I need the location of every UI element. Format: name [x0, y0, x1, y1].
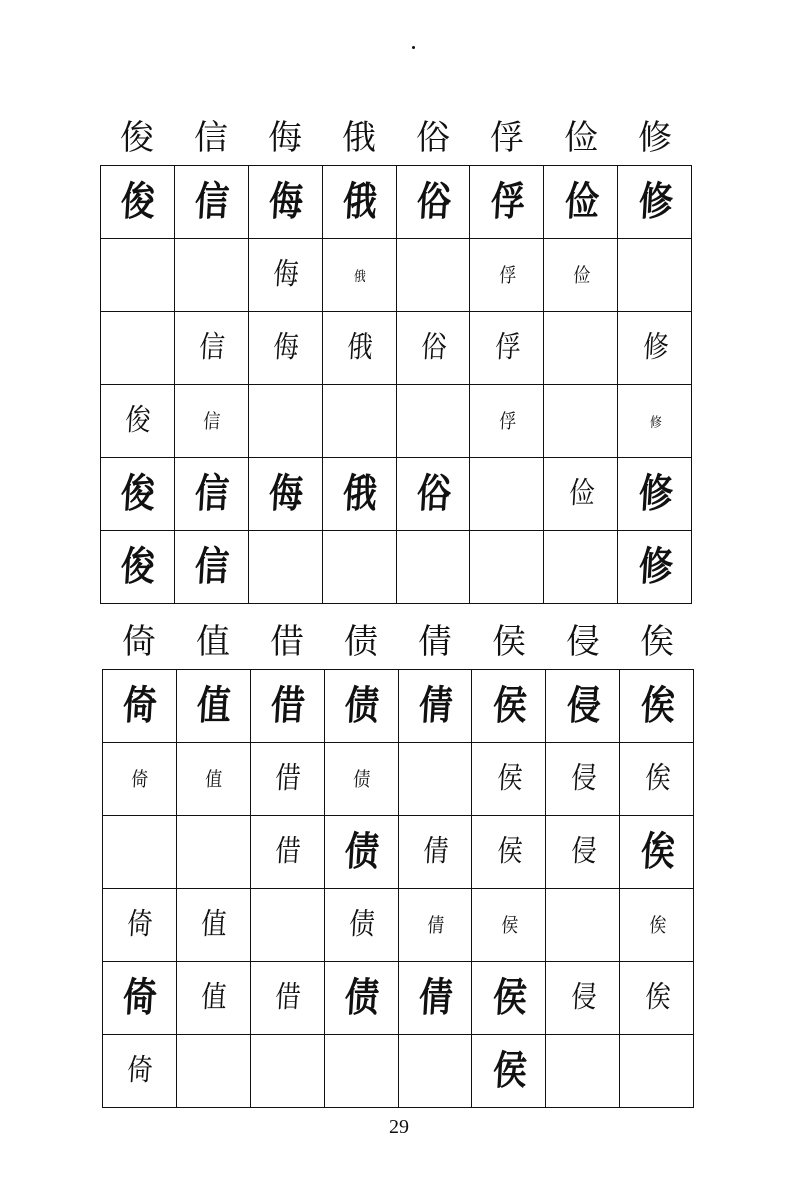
table-row	[101, 239, 692, 312]
glyph-cell	[620, 743, 694, 816]
glyph-cell	[620, 1035, 694, 1108]
header-character: 倩	[418, 622, 452, 662]
glyph-cell	[250, 670, 324, 743]
script-glyph: 俊	[119, 470, 156, 517]
script-glyph: 俟	[639, 682, 675, 729]
glyph-cell	[174, 166, 248, 239]
script-glyph: 俊	[119, 543, 156, 590]
script-glyph: 倚	[121, 974, 158, 1021]
script-glyph: 俭	[572, 262, 590, 287]
script-glyph: 值	[204, 766, 222, 791]
glyph-cell	[101, 385, 175, 458]
script-glyph: 借	[274, 980, 301, 1015]
script-glyph: 借	[274, 834, 301, 869]
script-glyph: 俘	[493, 330, 520, 365]
glyph-cell	[546, 670, 620, 743]
script-glyph: 修	[648, 414, 661, 431]
glyph-cell	[470, 239, 544, 312]
glyph-cell	[250, 962, 324, 1035]
glyph-cell	[103, 889, 177, 962]
glyph-cell	[322, 531, 396, 604]
table-row	[103, 962, 694, 1035]
table-row	[103, 670, 694, 743]
header-character: 修	[638, 118, 672, 158]
glyph-cell	[174, 531, 248, 604]
glyph-cell	[618, 385, 692, 458]
glyph-cell	[174, 385, 248, 458]
character-table-1	[100, 165, 692, 604]
script-glyph: 修	[637, 543, 673, 590]
glyph-cell	[250, 889, 324, 962]
script-glyph: 信	[193, 470, 229, 517]
glyph-cell	[176, 889, 250, 962]
script-glyph: 侯	[495, 834, 522, 869]
script-glyph: 倩	[417, 682, 453, 729]
glyph-cell	[176, 743, 250, 816]
glyph-cell	[546, 889, 620, 962]
script-glyph: 债	[343, 974, 379, 1021]
glyph-cell	[101, 312, 175, 385]
glyph-cell	[324, 889, 398, 962]
script-glyph: 信	[202, 408, 220, 433]
table-row	[103, 889, 694, 962]
glyph-cell	[324, 816, 398, 889]
glyph-cell	[472, 889, 546, 962]
glyph-cell	[324, 1035, 398, 1108]
glyph-cell	[544, 531, 618, 604]
header-character: 信	[194, 118, 228, 158]
header-character: 借	[270, 622, 304, 662]
glyph-cell	[101, 531, 175, 604]
glyph-cell	[398, 962, 472, 1035]
glyph-cell	[398, 816, 472, 889]
script-glyph: 侵	[569, 834, 596, 869]
glyph-cell	[398, 889, 472, 962]
glyph-cell	[472, 1035, 546, 1108]
glyph-cell	[248, 531, 322, 604]
script-glyph: 倚	[126, 907, 153, 942]
glyph-cell	[544, 166, 618, 239]
script-glyph: 值	[200, 980, 227, 1015]
script-glyph: 俭	[567, 476, 594, 511]
glyph-cell	[103, 1035, 177, 1108]
glyph-cell	[250, 1035, 324, 1108]
glyph-cell	[101, 458, 175, 531]
glyph-cell	[546, 1035, 620, 1108]
character-table-2	[102, 669, 694, 1108]
glyph-cell	[544, 458, 618, 531]
table-row	[103, 1035, 694, 1108]
script-glyph: 信	[198, 330, 225, 365]
glyph-cell	[396, 166, 470, 239]
script-glyph: 俊	[124, 403, 151, 438]
script-glyph: 侮	[267, 178, 303, 225]
script-glyph: 俄	[341, 178, 377, 225]
script-glyph: 修	[637, 178, 673, 225]
script-glyph: 侯	[500, 912, 518, 937]
glyph-cell	[250, 816, 324, 889]
script-glyph: 债	[343, 682, 379, 729]
glyph-cell	[470, 312, 544, 385]
script-glyph: 债	[348, 907, 375, 942]
script-glyph: 俊	[119, 178, 156, 225]
glyph-cell	[396, 312, 470, 385]
glyph-cell	[470, 458, 544, 531]
script-glyph: 借	[269, 682, 305, 729]
script-glyph: 倩	[422, 834, 448, 869]
glyph-cell	[470, 385, 544, 458]
script-glyph: 信	[193, 543, 229, 590]
glyph-cell	[470, 531, 544, 604]
table-row	[101, 166, 692, 239]
script-glyph: 侯	[491, 974, 527, 1021]
glyph-cell	[618, 312, 692, 385]
script-glyph: 俄	[346, 330, 373, 365]
table-row	[103, 743, 694, 816]
glyph-cell	[103, 670, 177, 743]
table-row	[101, 458, 692, 531]
script-glyph: 侵	[569, 761, 596, 796]
script-glyph: 俗	[415, 470, 451, 517]
header-character: 值	[196, 622, 230, 662]
script-glyph: 俟	[643, 980, 670, 1015]
glyph-cell	[176, 670, 250, 743]
glyph-cell	[396, 385, 470, 458]
header-row-2	[102, 622, 694, 662]
header-character: 侮	[268, 118, 302, 158]
glyph-cell	[398, 670, 472, 743]
glyph-cell	[618, 458, 692, 531]
glyph-cell	[248, 312, 322, 385]
glyph-cell	[398, 743, 472, 816]
script-glyph: 俗	[415, 178, 451, 225]
script-glyph: 侯	[491, 682, 527, 729]
table-row	[101, 385, 692, 458]
script-glyph: 俟	[648, 912, 665, 937]
script-glyph: 俘	[498, 262, 516, 287]
glyph-cell	[620, 889, 694, 962]
header-character: 俗	[416, 118, 450, 158]
glyph-cell	[472, 743, 546, 816]
glyph-cell	[396, 531, 470, 604]
glyph-cell	[546, 816, 620, 889]
glyph-cell	[618, 531, 692, 604]
glyph-cell	[176, 816, 250, 889]
header-character: 俭	[564, 118, 598, 158]
script-glyph: 信	[193, 178, 229, 225]
glyph-cell	[546, 743, 620, 816]
header-character: 俘	[490, 118, 524, 158]
glyph-cell	[324, 670, 398, 743]
glyph-cell	[324, 962, 398, 1035]
glyph-cell	[396, 458, 470, 531]
glyph-cell	[248, 239, 322, 312]
glyph-cell	[620, 816, 694, 889]
header-character: 倚	[122, 622, 156, 662]
script-glyph: 倩	[426, 912, 444, 937]
glyph-cell	[620, 670, 694, 743]
glyph-cell	[101, 166, 175, 239]
glyph-cell	[620, 962, 694, 1035]
glyph-cell	[546, 962, 620, 1035]
script-glyph: 修	[637, 470, 673, 517]
table-row	[101, 531, 692, 604]
glyph-cell	[470, 166, 544, 239]
glyph-cell	[322, 458, 396, 531]
script-glyph: 倩	[417, 974, 453, 1021]
header-character: 俄	[342, 118, 376, 158]
glyph-cell	[396, 239, 470, 312]
glyph-cell	[322, 385, 396, 458]
glyph-cell	[174, 239, 248, 312]
header-character: 侯	[492, 622, 526, 662]
script-glyph: 修	[641, 330, 668, 365]
glyph-cell	[174, 458, 248, 531]
script-glyph: 侵	[565, 682, 601, 729]
script-glyph: 侯	[495, 761, 522, 796]
script-glyph: 俄	[353, 268, 365, 285]
glyph-cell	[472, 816, 546, 889]
glyph-cell	[472, 962, 546, 1035]
glyph-cell	[101, 239, 175, 312]
glyph-cell	[322, 166, 396, 239]
script-glyph: 侮	[272, 330, 299, 365]
glyph-cell	[322, 239, 396, 312]
glyph-cell	[103, 962, 177, 1035]
header-row-1	[100, 118, 692, 158]
glyph-cell	[176, 962, 250, 1035]
script-glyph: 俗	[420, 330, 446, 365]
script-glyph: 债	[352, 766, 370, 791]
script-glyph: 借	[274, 761, 301, 796]
glyph-cell	[618, 166, 692, 239]
script-glyph: 俄	[341, 470, 377, 517]
script-glyph: 倚	[131, 766, 148, 791]
glyph-cell	[248, 458, 322, 531]
script-glyph: 俟	[639, 828, 675, 875]
glyph-cell	[103, 743, 177, 816]
script-glyph: 侮	[272, 257, 299, 292]
glyph-cell	[324, 743, 398, 816]
glyph-cell	[103, 816, 177, 889]
glyph-cell	[472, 670, 546, 743]
script-glyph: 倚	[121, 682, 158, 729]
table-row	[101, 312, 692, 385]
table-row	[103, 816, 694, 889]
script-glyph: 侯	[491, 1047, 527, 1094]
glyph-cell	[248, 385, 322, 458]
script-glyph: 俟	[643, 761, 670, 796]
script-glyph: 值	[195, 682, 231, 729]
stray-mark	[412, 46, 415, 49]
script-glyph: 侮	[267, 470, 303, 517]
script-glyph: 值	[200, 907, 227, 942]
glyph-cell	[398, 1035, 472, 1108]
glyph-cell	[250, 743, 324, 816]
glyph-cell	[248, 166, 322, 239]
script-glyph: 债	[343, 828, 379, 875]
script-glyph: 倚	[126, 1053, 153, 1088]
script-glyph: 俘	[489, 178, 525, 225]
glyph-cell	[174, 312, 248, 385]
glyph-cell	[322, 312, 396, 385]
glyph-cell	[618, 239, 692, 312]
script-glyph: 俭	[563, 178, 599, 225]
glyph-cell	[544, 312, 618, 385]
header-character: 俊	[120, 118, 154, 158]
glyph-cell	[544, 239, 618, 312]
script-glyph: 俘	[498, 408, 516, 433]
page-number: 29	[389, 1116, 409, 1138]
header-character: 侵	[566, 622, 600, 662]
header-character: 债	[344, 622, 378, 662]
script-glyph: 侵	[569, 980, 596, 1015]
glyph-cell	[544, 385, 618, 458]
glyph-cell	[176, 1035, 250, 1108]
header-character: 俟	[640, 622, 674, 662]
